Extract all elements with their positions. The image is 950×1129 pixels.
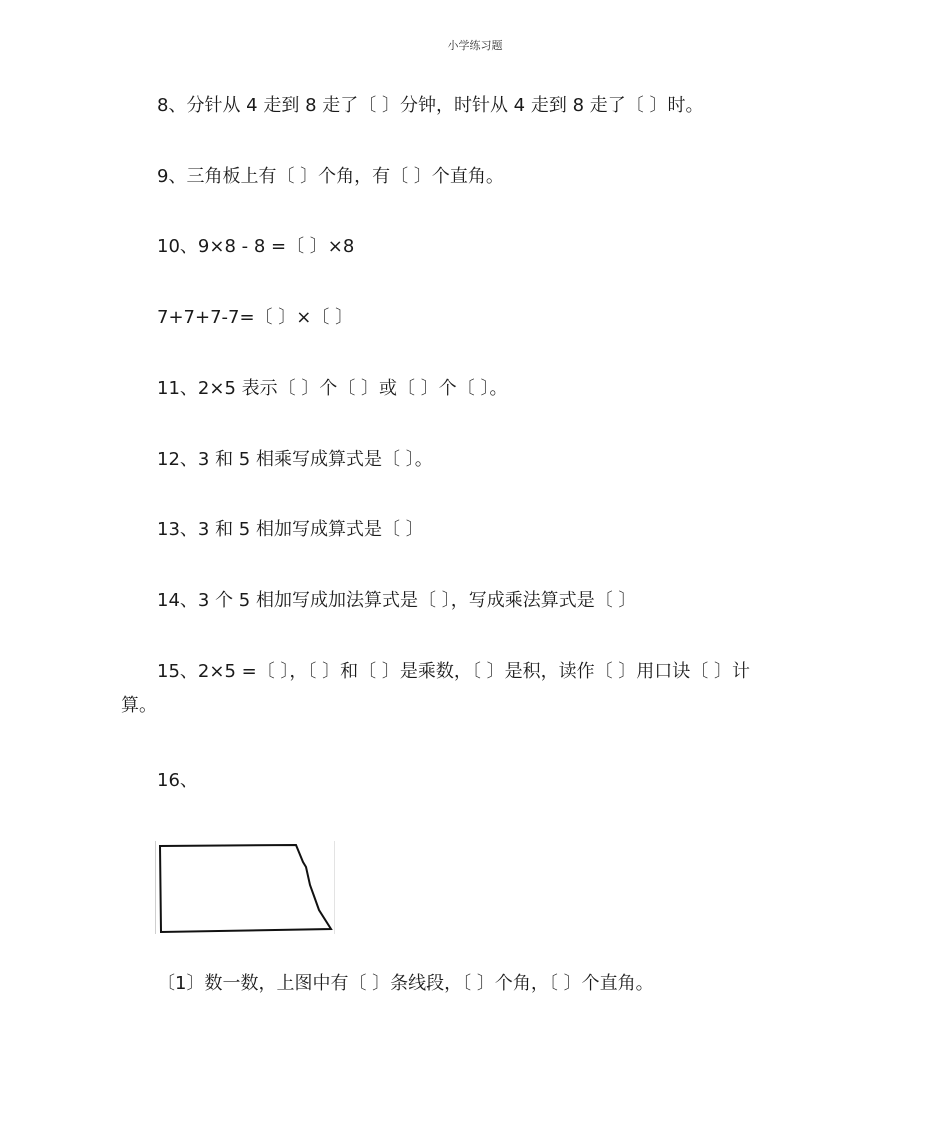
trapezoid-shape: [160, 845, 331, 932]
question-10-part-a: 10、9×8 - 8 =〔 〕×8: [157, 236, 355, 257]
question-15-line-1: 15、2×5 =〔 〕，〔 〕和〔 〕是乘数，〔 〕是积，读作〔 〕用口诀〔 〕计: [157, 661, 751, 682]
question-10-part-b: 7+7+7-7=〔 〕×〔 〕: [157, 307, 354, 328]
trapezoid-drawing: [155, 840, 335, 935]
question-15-line-2: 算。: [121, 695, 157, 716]
question-8: 8、分针从 4 走到 8 走了〔 〕分钟，时针从 4 走到 8 走了〔 〕时。: [157, 95, 704, 116]
question-11: 11、2×5 表示〔 〕个〔 〕或〔 〕个〔 〕。: [157, 378, 508, 399]
question-12: 12、3 和 5 相乘写成算式是〔 〕。: [157, 449, 433, 470]
page-header: 小学练习题: [447, 39, 503, 52]
question-14: 14、3 个 5 相加写成加法算式是〔 〕，写成乘法算式是〔 〕: [157, 590, 637, 611]
question-16: 16、: [157, 770, 198, 791]
question-15: [121, 660, 831, 718]
trapezoid-figure: [155, 840, 335, 935]
question-13: 13、3 和 5 相加写成算式是〔 〕: [157, 519, 424, 540]
question-16-sub-1: 〔1〕数一数，上图中有〔 〕条线段，〔 〕个角，〔 〕个直角。: [157, 973, 654, 994]
question-9: 9、三角板上有〔 〕个角，有〔 〕个直角。: [157, 166, 504, 187]
